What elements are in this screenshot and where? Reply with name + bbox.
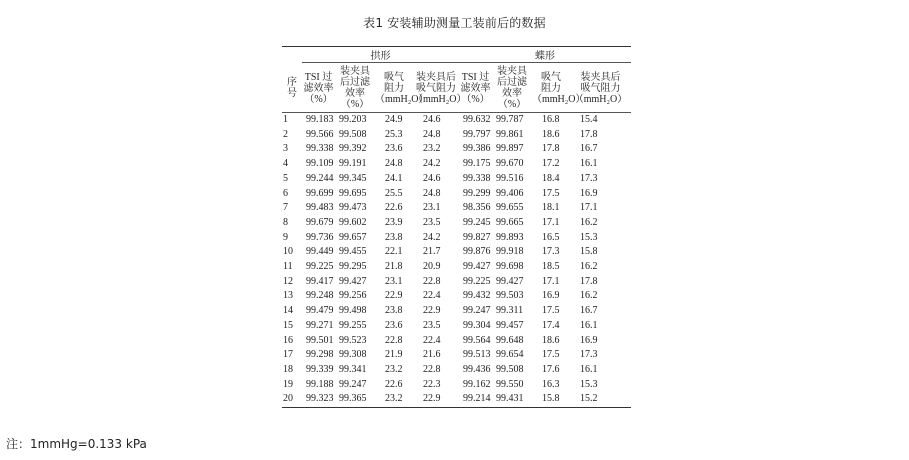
table-cell: 16.2	[580, 216, 598, 228]
table-cell: 99.214	[459, 392, 492, 407]
column-header-line: （mmH₂O）	[573, 93, 628, 105]
table-cell: 99.564	[463, 334, 491, 346]
column-header-line: 后过滤	[340, 77, 370, 88]
table-cell: 99.299	[463, 187, 491, 199]
table-cell: 99.897	[496, 143, 524, 155]
table-cell: 99.255	[339, 319, 367, 331]
column-header-line: 号	[287, 87, 297, 99]
table-cell: 99.665	[496, 216, 524, 228]
table-cell: 17.5	[542, 349, 560, 361]
table-cell: 18.6	[542, 334, 560, 346]
table-cell: 16.9	[580, 187, 598, 199]
table-cell: 15.4	[580, 114, 598, 125]
data-table-container	[282, 46, 631, 408]
table-cell: 24.6	[423, 172, 441, 184]
table-cell: 17.8	[580, 128, 598, 140]
table-cell: 99.311	[496, 305, 524, 317]
table-row	[282, 348, 631, 363]
column-header	[282, 63, 302, 113]
table-cell: 99.341	[339, 363, 367, 375]
group-header-butterfly: 蝶形	[459, 47, 631, 63]
table-cell: 99.417	[306, 275, 334, 287]
table-cell: 99.876	[463, 246, 491, 258]
table-cell: 99.449	[306, 246, 334, 258]
table-cell: 22.9	[385, 290, 403, 302]
table-cell: 16.1	[580, 158, 598, 170]
table-cell: 21.6	[423, 349, 441, 361]
table-cell: 99.338	[463, 172, 491, 184]
table-cell: 22.8	[423, 363, 441, 375]
table-cell: 99.516	[496, 172, 524, 184]
column-header-line: （%）	[304, 93, 333, 105]
table-cell: 99.225	[463, 275, 491, 287]
table-cell: 99.699	[306, 187, 334, 199]
column-header-line: 装夹具后	[580, 71, 621, 83]
table-cell: 99.203	[339, 114, 367, 125]
column-header-line: 效率	[345, 88, 365, 99]
column-header	[375, 63, 429, 113]
table-cell: 16.1	[580, 363, 598, 375]
table-cell: 18.6	[542, 128, 560, 140]
table-cell: 99.308	[339, 349, 367, 361]
table-cell: 8	[283, 216, 288, 228]
table-cell: 18	[283, 363, 293, 375]
table-cell: 99.298	[306, 349, 334, 361]
table-cell: 99.473	[339, 202, 367, 214]
table-cell: 17.8	[580, 275, 598, 287]
table-cell: 99.406	[496, 187, 524, 199]
table-row	[282, 304, 631, 319]
table-cell: 23.5	[423, 319, 441, 331]
table-row	[282, 157, 631, 172]
column-header-line: （%）	[461, 93, 490, 105]
table-cell: 22.8	[423, 275, 441, 287]
table-cell: 99.247	[339, 378, 367, 390]
table-cell: 99.501	[306, 334, 334, 346]
table-cell: 99.679	[306, 216, 334, 228]
table-cell: 99.338	[306, 143, 334, 155]
table-cell: 3	[283, 143, 288, 155]
column-header-line: 装夹具	[497, 66, 527, 77]
table-cell: 15.8	[580, 246, 598, 258]
column-header-line: 滤效率	[460, 82, 491, 94]
column-header-line: 阻力	[541, 82, 561, 94]
table-cell: 22.1	[385, 246, 403, 258]
table-cell: 99.698	[496, 261, 524, 273]
table-cell: 18.4	[542, 172, 560, 184]
table-cell: 99.736	[306, 231, 334, 243]
table-cell: 99.861	[496, 128, 524, 140]
column-header-row	[282, 63, 631, 113]
column-header-line: （mmH₂O）	[532, 93, 586, 105]
table-cell: 16.5	[542, 231, 560, 243]
table-cell: 1	[283, 114, 288, 125]
table-row	[282, 231, 631, 246]
table-cell: 16.2	[580, 290, 598, 302]
table-cell: 99.339	[306, 363, 334, 375]
table-cell: 24.8	[423, 128, 441, 140]
table-cell: 17.5	[542, 187, 560, 199]
table-row	[282, 128, 631, 143]
table-cell: 99.295	[339, 261, 367, 273]
table-cell: 15.3	[580, 231, 598, 243]
column-header-line: 后过滤	[497, 77, 527, 88]
table-cell: 15	[283, 319, 293, 331]
column-header-line: 吸气阻力	[580, 82, 621, 94]
table-cell: 99.508	[339, 128, 367, 140]
table-cell: 99.109	[306, 158, 334, 170]
table-cell: 16.7	[580, 305, 598, 317]
table-row	[282, 363, 631, 378]
table-cell: 99.188	[306, 378, 334, 390]
table-cell: 23.1	[423, 202, 441, 214]
table-cell: 99.427	[496, 275, 524, 287]
table-cell: 17.3	[580, 172, 598, 184]
table-cell: 12	[283, 275, 293, 287]
table-cell: 99.508	[496, 363, 524, 375]
table-cell: 99.431	[492, 392, 532, 407]
table-cell: 99.503	[496, 290, 524, 302]
table-cell: 23.8	[385, 305, 403, 317]
table-cell: 18.1	[542, 202, 560, 214]
table-row	[282, 142, 631, 157]
table-cell: 17.4	[542, 319, 560, 331]
table-cell: 99.436	[463, 363, 491, 375]
table-cell: 20	[282, 392, 302, 407]
table-cell: 99.566	[306, 128, 334, 140]
table-row	[282, 275, 631, 290]
table-cell: 99.345	[339, 172, 367, 184]
table-cell: 15.8	[532, 392, 570, 407]
unit-note: 注：1mmHg=0.133 kPa	[6, 437, 147, 451]
column-header-line: TSI 过	[461, 71, 490, 83]
column-header-line: 效率	[502, 88, 522, 99]
table-cell: 16.2	[580, 261, 598, 273]
table-cell: 17.1	[542, 275, 560, 287]
table-cell: 23.6	[385, 143, 403, 155]
table-cell: 99.787	[496, 114, 524, 125]
table-cell: 99.654	[496, 349, 524, 361]
table-row	[282, 289, 631, 304]
table-row	[282, 260, 631, 275]
table-row	[282, 334, 631, 349]
table-cell: 23.9	[385, 216, 403, 228]
table-cell: 21.9	[385, 349, 403, 361]
table-cell: 99.392	[339, 143, 367, 155]
table-cell: 16.9	[542, 290, 560, 302]
table-cell: 21.8	[385, 261, 403, 273]
table-cell: 22.9	[413, 392, 459, 407]
table-cell: 99.918	[496, 246, 524, 258]
table-cell: 6	[283, 187, 288, 199]
table-cell: 99.191	[339, 158, 367, 170]
column-header-line: （%）	[340, 99, 370, 110]
table-cell: 99.602	[339, 216, 367, 228]
table-cell: 24.6	[423, 114, 441, 125]
table-cell: 99.498	[339, 305, 367, 317]
table-cell: 99.256	[339, 290, 367, 302]
column-header	[413, 63, 467, 113]
table-cell: 99.427	[339, 275, 367, 287]
table-cell: 17.6	[542, 363, 560, 375]
column-header	[459, 63, 492, 113]
table-cell: 16.3	[542, 378, 560, 390]
table-cell: 98.356	[463, 202, 491, 214]
column-header-line: 吸气	[541, 71, 561, 83]
table-cell: 22.9	[423, 305, 441, 317]
table-cell: 2	[283, 128, 288, 140]
table-cell: 99.247	[463, 305, 491, 317]
column-header-line: （mmH₂O）	[375, 93, 429, 105]
table-title: 表1 安装辅助测量工装前后的数据	[363, 16, 546, 30]
table-row	[282, 378, 631, 393]
table-cell: 23.5	[423, 216, 441, 228]
table-row	[282, 172, 631, 187]
column-header	[492, 63, 532, 113]
table-row	[282, 201, 631, 216]
table-cell: 99.655	[496, 202, 524, 214]
column-header-line: 装夹具后	[416, 71, 456, 83]
table-cell: 15.2	[570, 392, 631, 407]
table-cell: 24.9	[385, 114, 403, 125]
table-cell: 16.8	[542, 114, 560, 125]
table-cell: 99.695	[339, 187, 367, 199]
table-cell: 24.2	[423, 158, 441, 170]
table-cell: 99.523	[339, 334, 367, 346]
data-table	[282, 46, 631, 408]
table-cell: 23.2	[385, 363, 403, 375]
table-cell: 99.797	[463, 128, 491, 140]
column-header-line: 装夹具	[340, 66, 370, 77]
table-cell: 14	[283, 305, 293, 317]
table-cell: 99.657	[339, 231, 367, 243]
table-row	[282, 245, 631, 260]
table-row	[282, 216, 631, 231]
table-row	[282, 187, 631, 202]
table-cell: 17.1	[542, 216, 560, 228]
table-cell: 99.323	[302, 392, 335, 407]
table-cell: 24.8	[423, 187, 441, 199]
table-cell: 18.5	[542, 261, 560, 273]
table-cell: 99.483	[306, 202, 334, 214]
table-cell: 24.2	[423, 231, 441, 243]
table-cell: 99.632	[463, 114, 491, 125]
table-cell: 4	[283, 158, 288, 170]
column-header-line: TSI 过	[304, 71, 333, 83]
table-cell: 99.670	[496, 158, 524, 170]
table-cell: 22.3	[423, 378, 441, 390]
table-cell: 99.248	[306, 290, 334, 302]
table-cell: 17.2	[542, 158, 560, 170]
table-cell: 99.244	[306, 172, 334, 184]
table-cell: 11	[283, 261, 293, 273]
table-cell: 9	[283, 231, 288, 243]
table-cell: 17.5	[542, 305, 560, 317]
table-cell: 99.386	[463, 143, 491, 155]
column-header-line: 阻力	[384, 82, 404, 94]
table-cell: 99.365	[335, 392, 375, 407]
table-cell: 16.1	[580, 319, 598, 331]
column-header-line: 序	[287, 76, 297, 88]
table-cell: 20.9	[423, 261, 441, 273]
table-cell: 23.1	[385, 275, 403, 287]
table-cell: 99.479	[306, 305, 334, 317]
group-header-arch: 拱形	[302, 47, 459, 63]
table-cell: 7	[283, 202, 288, 214]
table-cell: 23.2	[423, 143, 441, 155]
table-cell: 99.513	[463, 349, 491, 361]
table-cell: 13	[283, 290, 293, 302]
column-header-line: （%）	[497, 99, 527, 110]
table-cell: 25.3	[385, 128, 403, 140]
table-row	[282, 113, 631, 128]
table-cell: 99.183	[306, 114, 334, 125]
table-cell: 99.245	[463, 216, 491, 228]
column-header	[570, 63, 631, 113]
table-row	[282, 319, 631, 334]
column-header-line: 滤效率	[303, 82, 334, 94]
table-cell: 22.6	[385, 202, 403, 214]
table-cell: 22.6	[385, 378, 403, 390]
table-cell: 99.304	[463, 319, 491, 331]
table-cell: 5	[283, 172, 288, 184]
table-cell: 99.162	[463, 378, 491, 390]
table-cell: 10	[283, 246, 293, 258]
table-cell: 25.5	[385, 187, 403, 199]
table-cell: 16.7	[580, 143, 598, 155]
table-cell: 21.7	[423, 246, 441, 258]
group-header-row	[282, 47, 631, 63]
table-cell: 99.225	[306, 261, 334, 273]
table-cell: 99.175	[463, 158, 491, 170]
table-cell: 99.432	[463, 290, 491, 302]
table-cell: 17	[283, 349, 293, 361]
table-cell: 99.455	[339, 246, 367, 258]
table-cell: 15.3	[580, 378, 598, 390]
table-cell: 99.427	[463, 261, 491, 273]
table-cell: 16.9	[580, 334, 598, 346]
table-cell: 24.1	[385, 172, 403, 184]
table-cell: 99.550	[496, 378, 524, 390]
column-header	[532, 63, 586, 113]
table-cell: 99.893	[496, 231, 524, 243]
column-header-line: 吸气阻力	[416, 82, 456, 94]
table-cell: 24.8	[385, 158, 403, 170]
table-cell: 16	[283, 334, 293, 346]
table-cell: 17.1	[580, 202, 598, 214]
table-cell: 17.8	[542, 143, 560, 155]
table-cell: 99.827	[463, 231, 491, 243]
table-cell: 17.3	[542, 246, 560, 258]
table-cell: 99.648	[496, 334, 524, 346]
table-body	[282, 113, 631, 408]
table-row	[282, 392, 631, 407]
column-header-line: （mmH₂O）	[413, 93, 467, 105]
table-cell: 23.6	[385, 319, 403, 331]
column-header	[335, 63, 375, 113]
table-cell: 99.271	[306, 319, 334, 331]
table-cell: 22.8	[385, 334, 403, 346]
table-cell: 23.2	[375, 392, 413, 407]
table-cell: 22.4	[423, 334, 441, 346]
column-header	[302, 63, 335, 113]
table-cell: 19	[283, 378, 293, 390]
table-cell: 99.457	[496, 319, 524, 331]
group-header-spacer	[282, 47, 302, 63]
table-cell: 23.8	[385, 231, 403, 243]
column-header-line: 吸气	[384, 71, 404, 83]
table-cell: 22.4	[423, 290, 441, 302]
table-cell: 17.3	[580, 349, 598, 361]
